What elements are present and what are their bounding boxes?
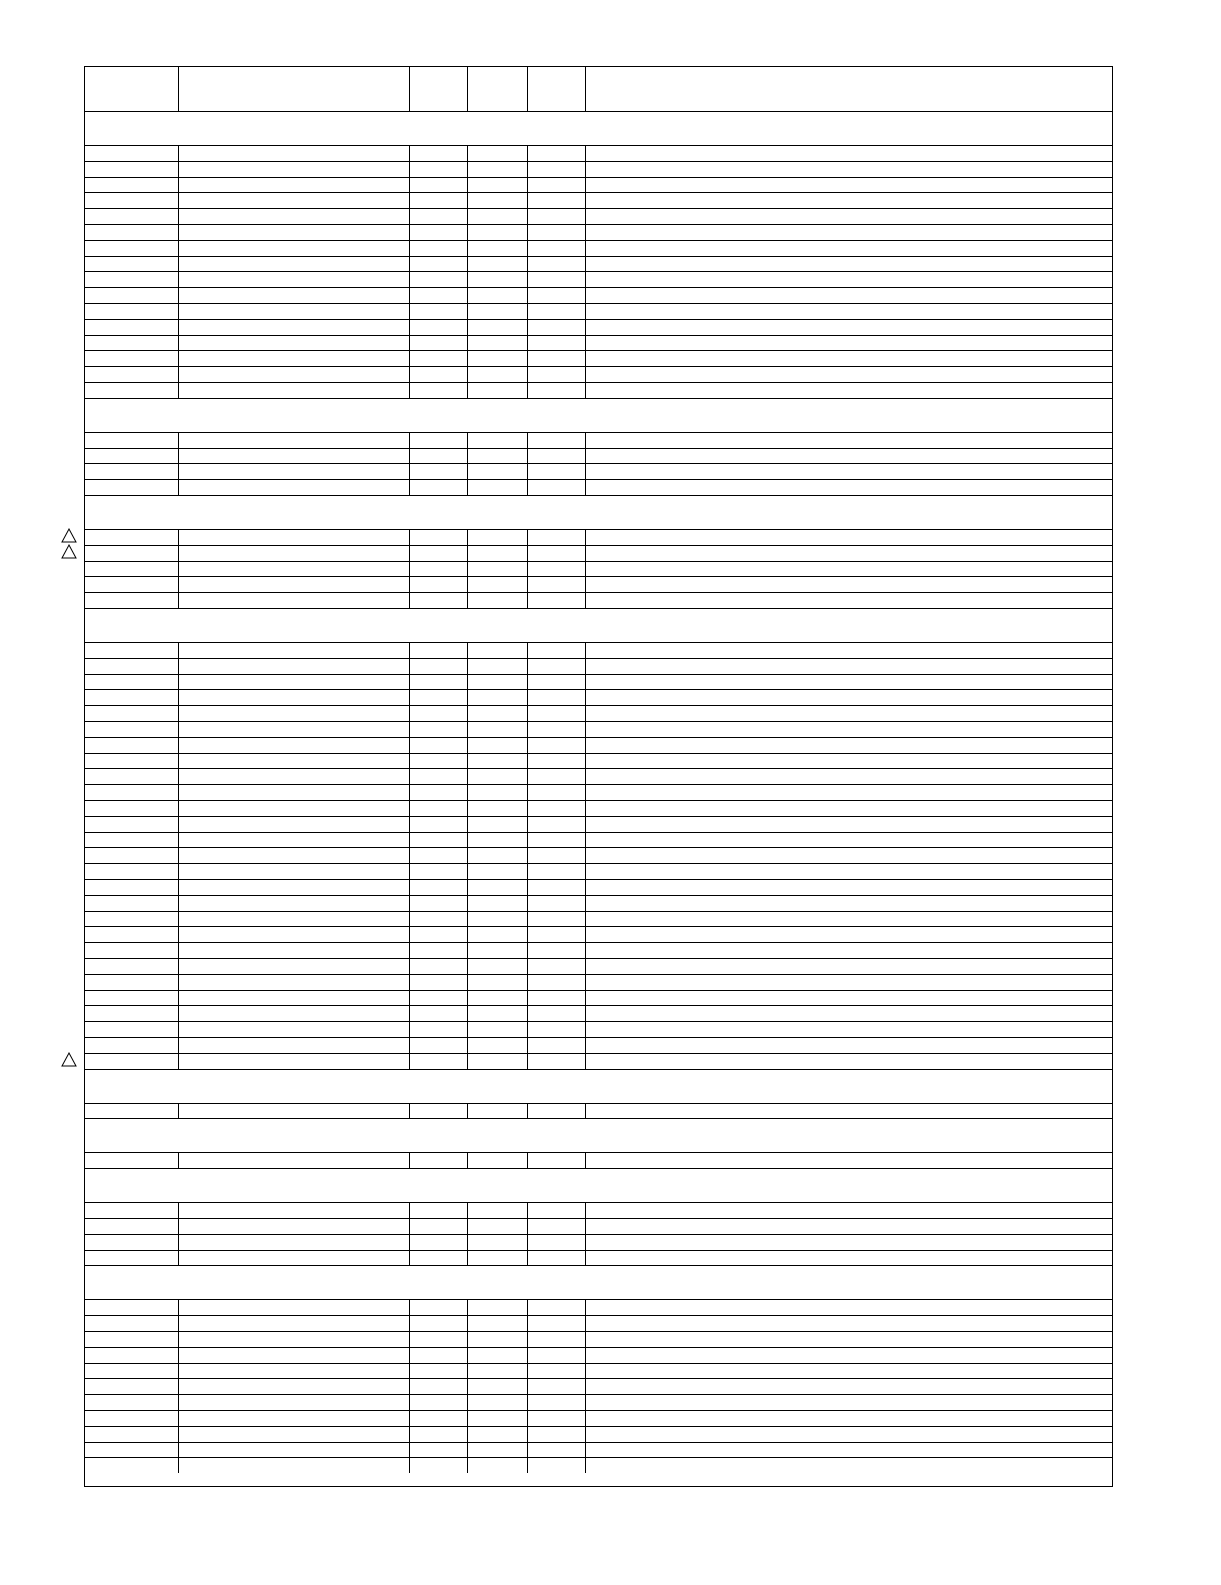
section-4-col-divider-0 — [178, 1103, 179, 1118]
table-row-rule — [85, 208, 1112, 209]
table-row-rule — [85, 658, 1112, 659]
section-5-col-divider-3 — [527, 1152, 528, 1168]
section-3-col-divider-1 — [409, 642, 410, 1069]
header-bottom-rule — [85, 111, 1112, 112]
section-4-col-divider-1 — [409, 1103, 410, 1118]
section-1-col-divider-4 — [585, 432, 586, 495]
section-7-col-divider-4 — [585, 1299, 586, 1473]
table-row-rule — [85, 366, 1112, 367]
table-row-rule — [85, 847, 1112, 848]
section-4-col-divider-2 — [467, 1103, 468, 1118]
table-row-rule — [85, 1394, 1112, 1395]
section-7-col-divider-0 — [178, 1299, 179, 1473]
header-col-divider-4 — [585, 67, 586, 111]
section-2-col-divider-4 — [585, 529, 586, 608]
table-row-rule — [85, 398, 1112, 399]
section-7-col-divider-2 — [467, 1299, 468, 1473]
table-row-rule — [85, 303, 1112, 304]
section-0-col-divider-2 — [467, 145, 468, 398]
warning-triangle-icon — [61, 528, 77, 543]
table-row-rule — [85, 958, 1112, 959]
table-row-rule — [85, 1005, 1112, 1006]
header-col-divider-0 — [178, 67, 179, 111]
table-row-rule — [85, 1118, 1112, 1119]
table-row-rule — [85, 463, 1112, 464]
section-1-col-divider-1 — [409, 432, 410, 495]
table-row-rule — [85, 256, 1112, 257]
section-5-col-divider-2 — [467, 1152, 468, 1168]
table-row-rule — [85, 832, 1112, 833]
table-row-rule — [85, 705, 1112, 706]
table-row-rule — [85, 495, 1112, 496]
table-row-rule — [85, 335, 1112, 336]
table-row-rule — [85, 224, 1112, 225]
table-row-rule — [85, 1218, 1112, 1219]
section-0-col-divider-3 — [527, 145, 528, 398]
section-3-col-divider-0 — [178, 642, 179, 1069]
table-row-rule — [85, 926, 1112, 927]
section-0-col-divider-1 — [409, 145, 410, 398]
section-1-header-rule — [85, 432, 1112, 433]
section-2-col-divider-0 — [178, 529, 179, 608]
header-col-divider-2 — [467, 67, 468, 111]
table-row-rule — [85, 271, 1112, 272]
section-3-col-divider-2 — [467, 642, 468, 1069]
section-6-col-divider-1 — [409, 1202, 410, 1265]
table-row-rule — [85, 689, 1112, 690]
table-row-rule — [85, 863, 1112, 864]
table-row-rule — [85, 674, 1112, 675]
section-6-col-divider-2 — [467, 1202, 468, 1265]
table-row-rule — [85, 768, 1112, 769]
table-row-rule — [85, 382, 1112, 383]
table-row-rule — [85, 448, 1112, 449]
table-row-rule — [85, 561, 1112, 562]
table-row-rule — [85, 1021, 1112, 1022]
section-0-header-rule — [85, 145, 1112, 146]
table-row-rule — [85, 1250, 1112, 1251]
table-row-rule — [85, 240, 1112, 241]
section-5-header-rule — [85, 1152, 1112, 1153]
table-row-rule — [85, 721, 1112, 722]
section-7-col-divider-3 — [527, 1299, 528, 1473]
table-row-rule — [85, 1315, 1112, 1316]
table-row-rule — [85, 608, 1112, 609]
section-1-col-divider-0 — [178, 432, 179, 495]
section-6-header-rule — [85, 1202, 1112, 1203]
section-2-col-divider-2 — [467, 529, 468, 608]
warning-triangle-icon — [61, 1052, 77, 1067]
section-6-col-divider-3 — [527, 1202, 528, 1265]
section-7-header-rule — [85, 1299, 1112, 1300]
section-1-col-divider-3 — [527, 432, 528, 495]
table-row-rule — [85, 1168, 1112, 1169]
table-row-rule — [85, 737, 1112, 738]
section-5-col-divider-0 — [178, 1152, 179, 1168]
table-row-rule — [85, 1426, 1112, 1427]
table-row-rule — [85, 479, 1112, 480]
table-row-rule — [85, 545, 1112, 546]
header-col-divider-3 — [527, 67, 528, 111]
section-0-col-divider-4 — [585, 145, 586, 398]
section-0-col-divider-0 — [178, 145, 179, 398]
section-5-col-divider-1 — [409, 1152, 410, 1168]
warning-triangle-icon — [61, 544, 77, 559]
table-row-rule — [85, 1457, 1112, 1458]
table-row-rule — [85, 1331, 1112, 1332]
section-2-col-divider-3 — [527, 529, 528, 608]
table-row-rule — [85, 350, 1112, 351]
table-row-rule — [85, 1442, 1112, 1443]
section-6-col-divider-4 — [585, 1202, 586, 1265]
table-row-rule — [85, 942, 1112, 943]
table-row-rule — [85, 192, 1112, 193]
table-row-rule — [85, 177, 1112, 178]
table-row-rule — [85, 1265, 1112, 1266]
table-row-rule — [85, 1410, 1112, 1411]
section-4-col-divider-4 — [585, 1103, 586, 1118]
table-row-rule — [85, 1053, 1112, 1054]
table-row-rule — [85, 1037, 1112, 1038]
section-1-col-divider-2 — [467, 432, 468, 495]
section-3-header-rule — [85, 642, 1112, 643]
table-row-rule — [85, 161, 1112, 162]
table-row-rule — [85, 1363, 1112, 1364]
parts-list-table — [84, 66, 1113, 1487]
section-3-col-divider-3 — [527, 642, 528, 1069]
table-row-rule — [85, 911, 1112, 912]
section-4-col-divider-3 — [527, 1103, 528, 1118]
section-3-col-divider-4 — [585, 642, 586, 1069]
section-7-col-divider-1 — [409, 1299, 410, 1473]
table-row-rule — [85, 1347, 1112, 1348]
table-row-rule — [85, 576, 1112, 577]
section-2-header-rule — [85, 529, 1112, 530]
table-row-rule — [85, 1069, 1112, 1070]
table-row-rule — [85, 753, 1112, 754]
section-5-col-divider-4 — [585, 1152, 586, 1168]
table-row-rule — [85, 990, 1112, 991]
table-row-rule — [85, 592, 1112, 593]
table-row-rule — [85, 879, 1112, 880]
table-row-rule — [85, 895, 1112, 896]
table-row-rule — [85, 319, 1112, 320]
section-6-col-divider-0 — [178, 1202, 179, 1265]
table-row-rule — [85, 816, 1112, 817]
header-col-divider-1 — [409, 67, 410, 111]
table-row-rule — [85, 1234, 1112, 1235]
section-4-header-rule — [85, 1103, 1112, 1104]
table-row-rule — [85, 287, 1112, 288]
table-row-rule — [85, 800, 1112, 801]
table-row-rule — [85, 1378, 1112, 1379]
section-2-col-divider-1 — [409, 529, 410, 608]
table-row-rule — [85, 974, 1112, 975]
table-row-rule — [85, 784, 1112, 785]
